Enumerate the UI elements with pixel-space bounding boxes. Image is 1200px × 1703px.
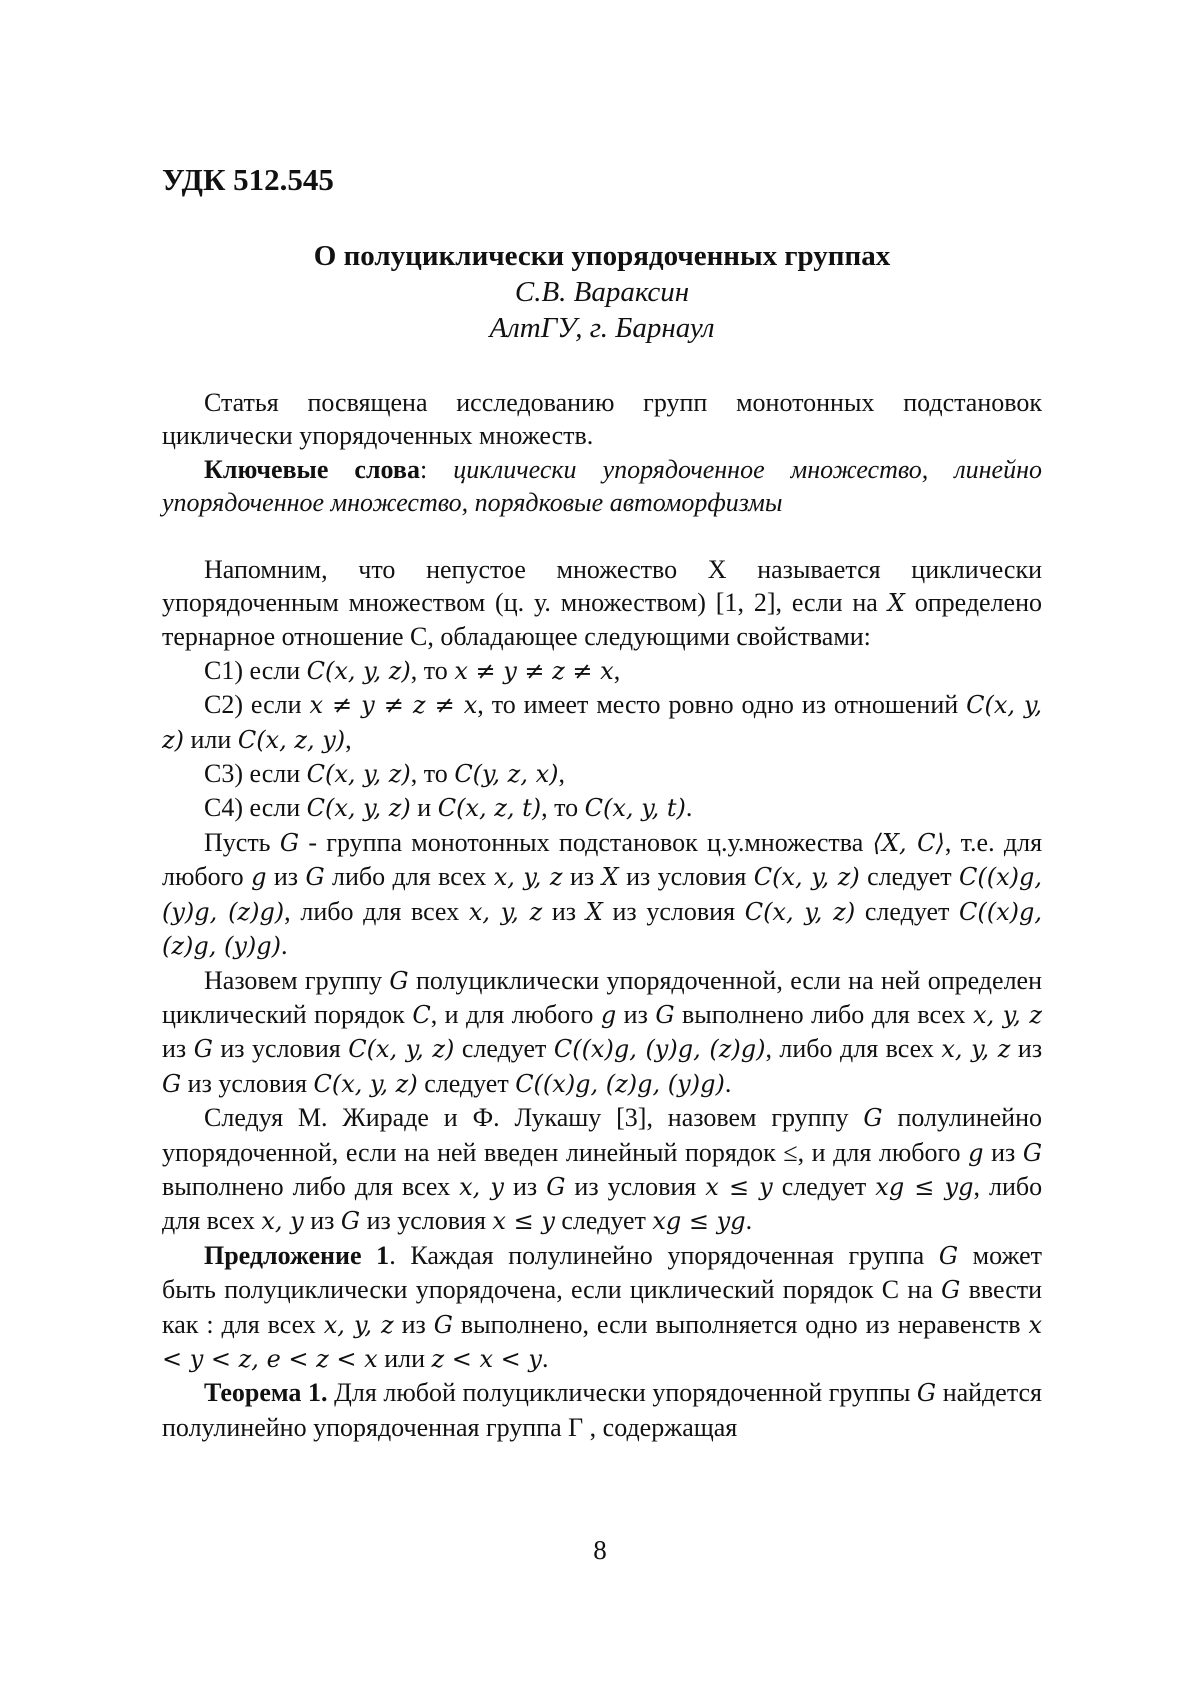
article-title: О полуциклически упорядоченных группах	[162, 238, 1042, 274]
theorem-1: Теорема 1. Для любой полуциклически упорядоченной группы G найдется полулинейно упорядоченная группа Г , содержащая	[162, 1376, 1042, 1444]
paragraph-monotone-group: Пусть G - группа монотонных подстановок ц.у.множества ⟨X, C⟩, т.е. для любого g из G либо для всех x, y, z из X из условия C(x, y, z) следует C((x)g, (y)g, (z)g), либо для всех x, y, z из X из условия C(x, y, z) следует C((x)g, (z)g, (y)g).	[162, 826, 1042, 964]
author: С.В. Вараксин	[162, 274, 1042, 310]
keywords: Ключевые слова: циклически упорядоченное множество, линейно упорядоченное множество, порядковые автоморфизмы	[162, 453, 1042, 520]
article-body	[162, 386, 1042, 1444]
paragraph-semicyclic-definition: Назовем группу G полуциклически упорядоченной, если на ней определен циклический порядок C, и для любого g из G выполнено либо для всех x, y, z из G из условия C(x, y, z) следует C((x)g, (y)g, (z)g), либо для всех x, y, z из G из условия C(x, y, z) следует C((x)g, (z)g, (y)g).	[162, 964, 1042, 1102]
abstract: Статья посвящена исследованию групп монотонных подстановок циклически упорядоченных множеств.	[162, 386, 1042, 453]
axiom-c2: С2) если x ≠ y ≠ z ≠ x, то имеет место ровно одно из отношений C(x, y, z) или C(x, z, y),	[162, 688, 1042, 757]
axiom-c4: С4) если C(x, y, z) и C(x, z, t), то C(x, y, t).	[162, 791, 1042, 825]
spacer	[162, 520, 1042, 553]
title-block	[162, 238, 1042, 346]
keywords-label: Ключевые слова	[204, 455, 420, 484]
theorem-label: Теорема 1.	[204, 1378, 328, 1407]
proposition-1: Предложение 1. Каждая полулинейно упорядоченная группа G может быть полуциклически упорядочена, если циклический порядок С на G ввести как : для всех x, y, z из G выполнено, если выполняется одно из неравенств x < y < z, e < z < x или z < x < y.	[162, 1239, 1042, 1377]
axiom-c1: С1) если C(x, y, z), то x ≠ y ≠ z ≠ x,	[162, 654, 1042, 688]
proposition-label: Предложение 1	[204, 1241, 389, 1270]
paragraph-semilinear-definition: Следуя М. Жираде и Ф. Лукашу [3], назовем группу G полулинейно упорядоченной, если на ней введен линейный порядок ≤, и для любого g из G выполнено либо для всех x, y из G из условия x ≤ y следует xg ≤ yg, либо для всех x, y из G из условия x ≤ y следует xg ≤ yg.	[162, 1101, 1042, 1239]
affiliation: АлтГУ, г. Барнаул	[162, 310, 1042, 346]
page-number: 8	[0, 1535, 1200, 1566]
document-page	[0, 0, 1200, 1703]
axiom-c3: С3) если C(x, y, z), то C(y, z, x),	[162, 757, 1042, 791]
udk-code: УДК 512.545	[162, 162, 334, 198]
paragraph-definition: Напомним, что непустое множество X называется циклически упорядоченным множеством (ц. у. множеством) [1, 2], если на X определено тернарное отношение С, обладающее следующими свойствами:	[162, 553, 1042, 654]
keywords-text: циклически упорядоченное множество, линейно упорядоченное множество, порядковые автоморфизмы	[162, 455, 1042, 517]
